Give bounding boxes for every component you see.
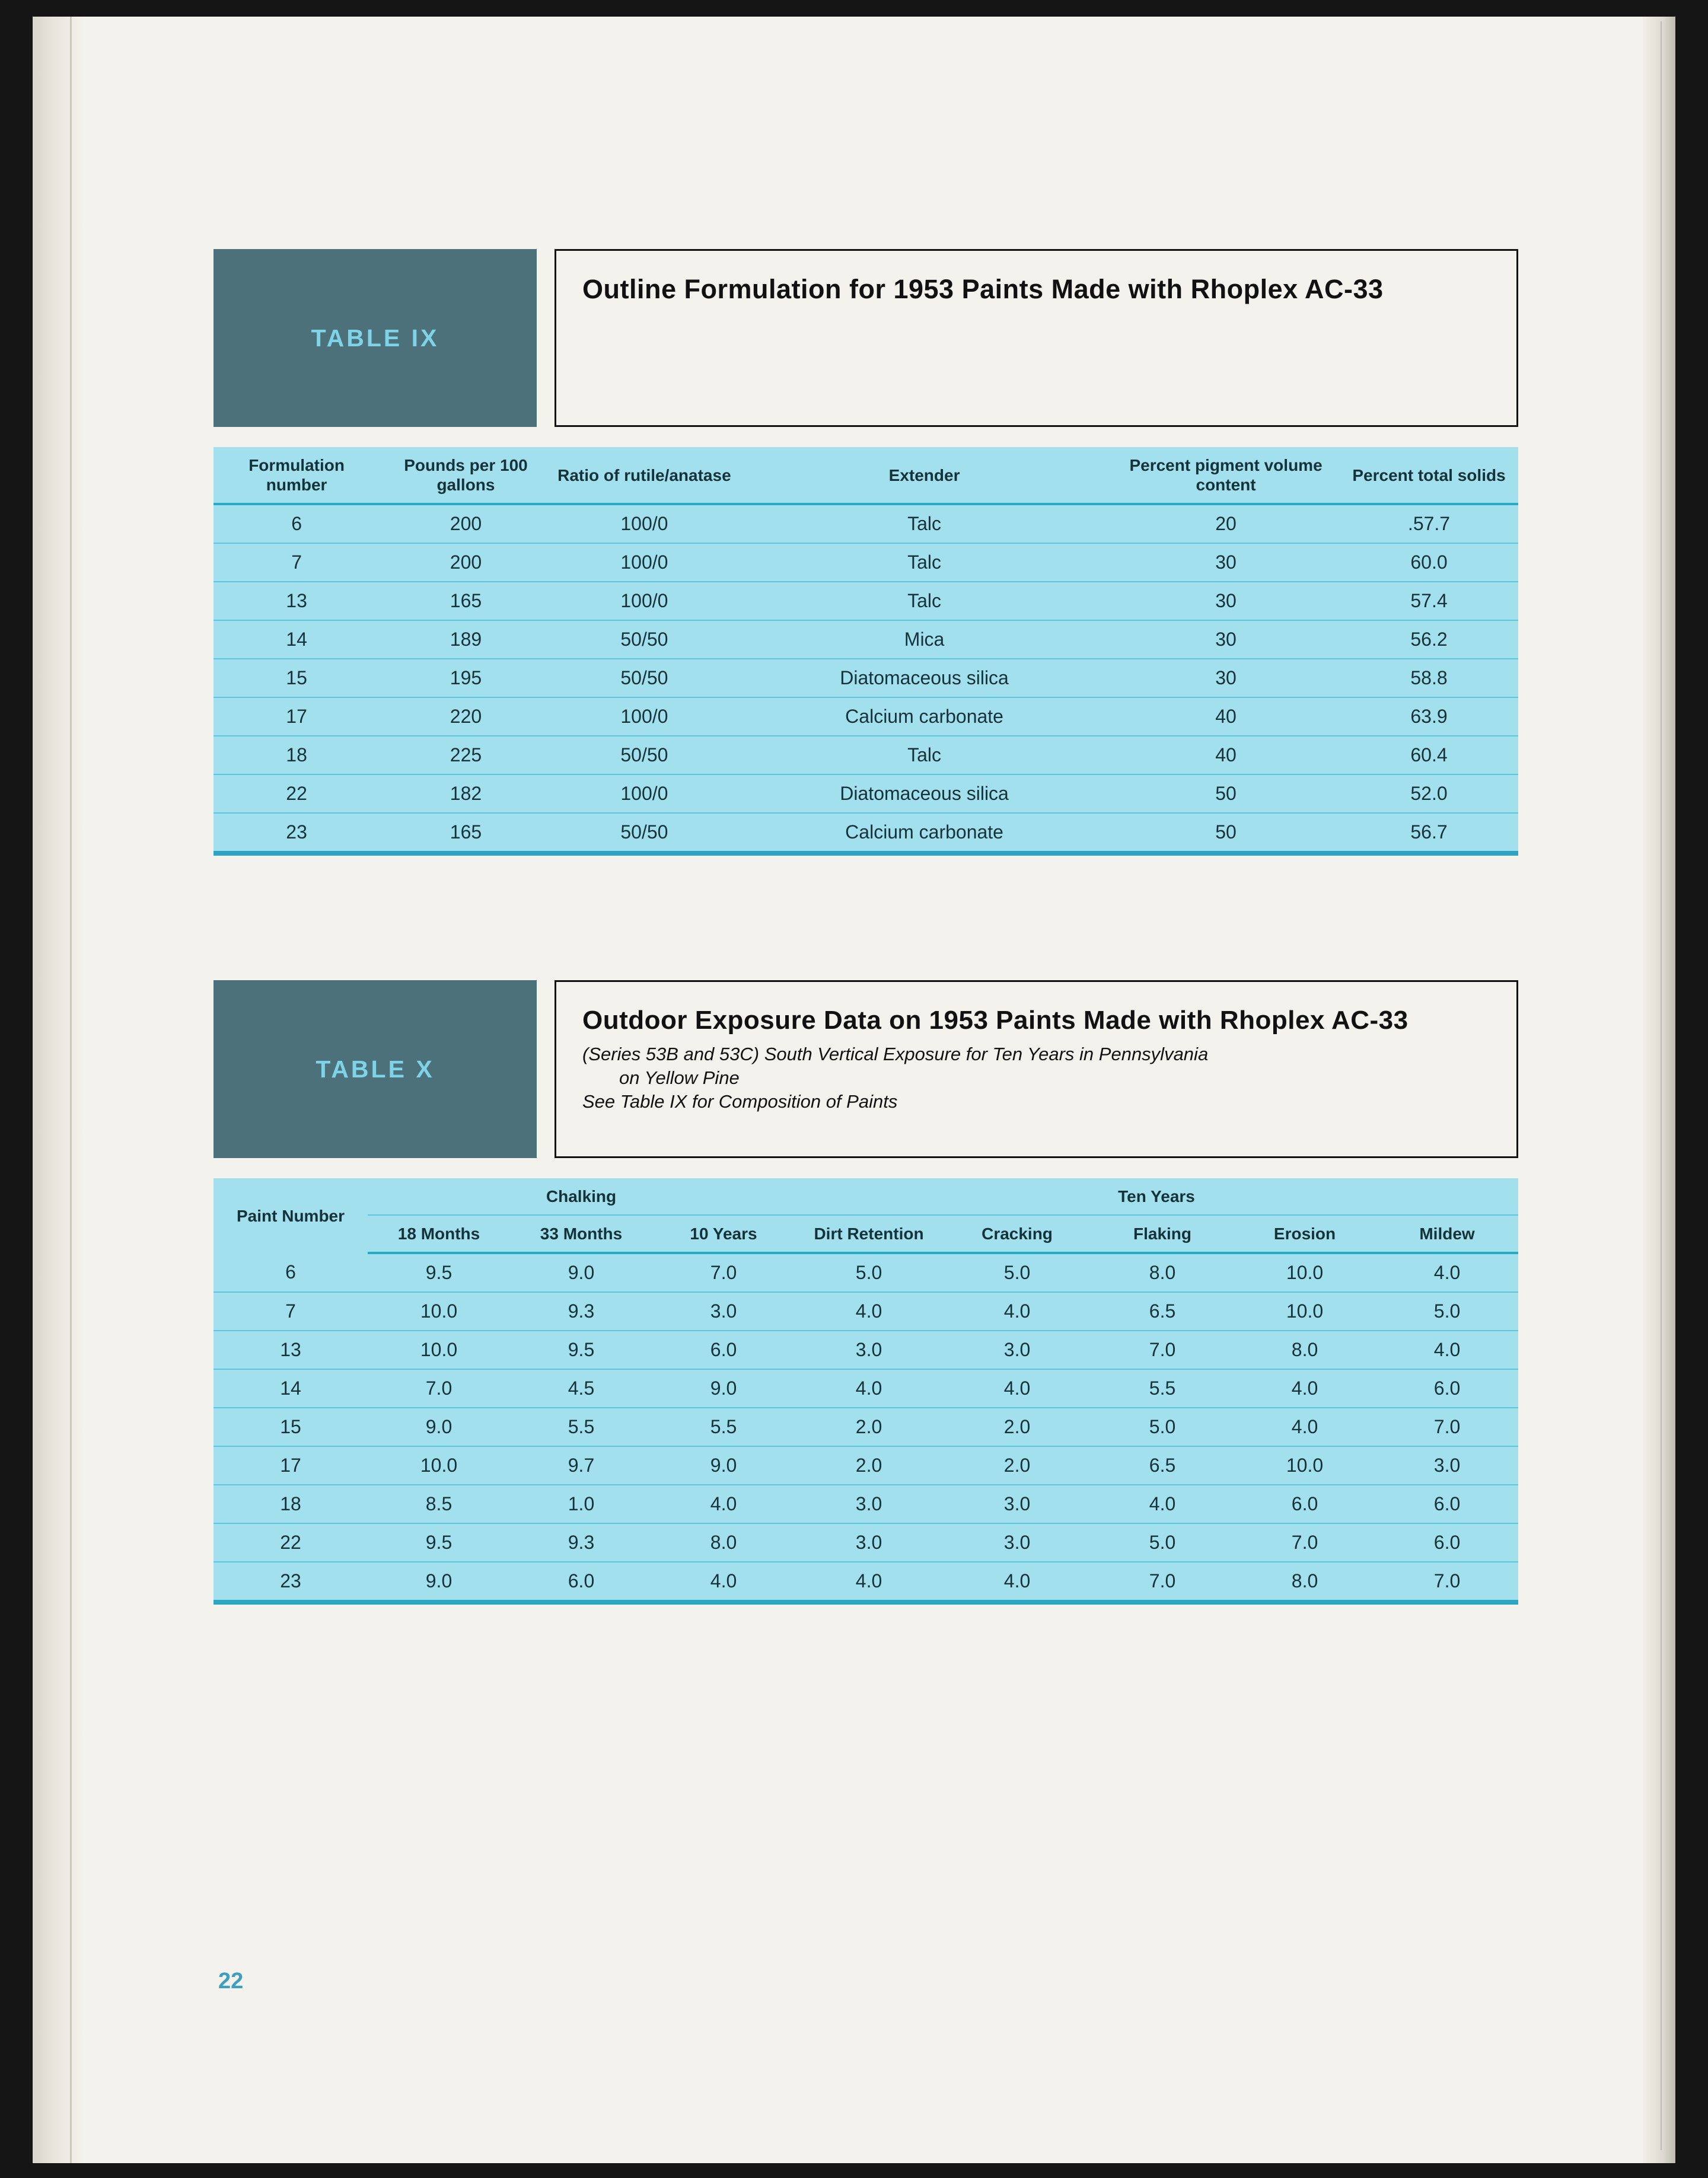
- cell-chalk-33m: 4.5: [510, 1369, 652, 1408]
- cell-ratio: 50/50: [552, 659, 737, 697]
- table-ix-col-formulation-number: Formulation number: [214, 447, 380, 504]
- cell-dirt-retention: 4.0: [795, 1292, 943, 1331]
- table-x-col-18-months: 18 Months: [368, 1215, 510, 1253]
- table-ix-tag-label: TABLE IX: [311, 324, 439, 352]
- cell-mildew: 4.0: [1376, 1331, 1518, 1369]
- cell-formulation-number: 23: [214, 813, 380, 851]
- cell-paint-number: 22: [214, 1523, 368, 1562]
- cell-formulation-number: 15: [214, 659, 380, 697]
- cell-paint-number: 18: [214, 1485, 368, 1523]
- table-x-col-mildew: Mildew: [1376, 1215, 1518, 1253]
- cell-pvc: 40: [1112, 736, 1340, 774]
- cell-chalk-33m: 9.0: [568, 1262, 595, 1284]
- table-row: [214, 620, 1518, 659]
- cell-chalk-10y: 5.5: [652, 1408, 795, 1446]
- cell-mildew: 3.0: [1376, 1446, 1518, 1485]
- cell-extender: Calcium carbonate: [737, 813, 1112, 851]
- cell-pounds: 165: [380, 813, 552, 851]
- cell-chalk-33m: 1.0: [510, 1485, 652, 1523]
- cell-erosion: 10.0: [1234, 1292, 1376, 1331]
- cell-paint-number: 15: [214, 1408, 368, 1446]
- binding-gutter: [33, 17, 85, 2163]
- table-ix-col-percent-total-solids: Percent total solids: [1340, 447, 1518, 504]
- page-content: [214, 249, 1518, 1605]
- table-ix-col-extender: Extender: [737, 447, 1112, 504]
- cell-flaking: 4.0: [1091, 1485, 1234, 1523]
- cell-mildew: 6.0: [1376, 1369, 1518, 1408]
- cell-ratio: 50/50: [552, 813, 737, 851]
- cell-flaking: 6.5: [1091, 1292, 1234, 1331]
- table-x-col-erosion: Erosion: [1234, 1215, 1376, 1253]
- cell-formulation-number: 6: [291, 513, 302, 535]
- cell-chalk-10y: 9.0: [652, 1446, 795, 1485]
- cell-extender: Talc: [737, 736, 1112, 774]
- table-row: [214, 1485, 1518, 1523]
- cell-extender: Talc: [907, 513, 942, 535]
- cell-ratio: 100/0: [552, 774, 737, 813]
- cell-pvc: 50: [1112, 774, 1340, 813]
- cell-chalk-18m: 7.0: [368, 1369, 510, 1408]
- cell-ratio: 50/50: [552, 736, 737, 774]
- table-x-subtitle-line3: See Table IX for Composition of Paints: [582, 1091, 898, 1112]
- cell-erosion: 4.0: [1234, 1408, 1376, 1446]
- cell-pvc: 30: [1112, 582, 1340, 620]
- table-row: [214, 504, 1518, 543]
- cell-cracking: 4.0: [943, 1562, 1091, 1600]
- table-x-group-header-row: [214, 1178, 1518, 1215]
- cell-pvc: 20: [1215, 513, 1237, 535]
- cell-cracking: 3.0: [943, 1523, 1091, 1562]
- table-ix-title-box: [555, 249, 1518, 427]
- cell-dirt-retention: 2.0: [795, 1446, 943, 1485]
- cell-pounds: 200: [380, 543, 552, 582]
- table-row: [214, 659, 1518, 697]
- page-edge-line: [1661, 21, 1662, 2150]
- cell-cracking: 3.0: [943, 1331, 1091, 1369]
- cell-dirt-retention: 3.0: [795, 1331, 943, 1369]
- table-x-col-cracking: Cracking: [943, 1215, 1091, 1253]
- cell-flaking: 7.0: [1091, 1562, 1234, 1600]
- cell-cracking: 4.0: [943, 1292, 1091, 1331]
- cell-chalk-10y: 7.0: [710, 1262, 737, 1284]
- cell-cracking: 5.0: [1003, 1262, 1031, 1284]
- cell-ratio: 100/0: [552, 697, 737, 736]
- cell-paint-number: 7: [214, 1292, 368, 1331]
- table-ix-header: [214, 249, 1518, 427]
- cell-extender: Calcium carbonate: [737, 697, 1112, 736]
- table-ix-body: [214, 504, 1518, 851]
- table-ix-col-percent-pigment-volume-content: Percent pigment volume content: [1112, 447, 1340, 504]
- table-ix-col-ratio-rutile-anatase: Ratio of rutile/anatase: [552, 447, 737, 504]
- cell-flaking: 7.0: [1091, 1331, 1234, 1369]
- table-x-tag-label: TABLE X: [316, 1055, 435, 1083]
- cell-formulation-number: 7: [214, 543, 380, 582]
- cell-flaking: 5.0: [1091, 1408, 1234, 1446]
- cell-chalk-18m: 10.0: [368, 1331, 510, 1369]
- table-ix-bottom-rule: [214, 851, 1518, 856]
- table-row: [214, 813, 1518, 851]
- cell-paint-number: 14: [214, 1369, 368, 1408]
- page-number: 22: [218, 1969, 244, 1994]
- table-row: [214, 1523, 1518, 1562]
- table-x-bottom-rule: [214, 1600, 1518, 1605]
- cell-total-solids: .57.7: [1407, 513, 1451, 535]
- cell-erosion: 8.0: [1234, 1562, 1376, 1600]
- cell-pounds: 220: [380, 697, 552, 736]
- cell-extender: Diatomaceous silica: [737, 659, 1112, 697]
- cell-mildew: 5.0: [1376, 1292, 1518, 1331]
- cell-dirt-retention: 3.0: [795, 1485, 943, 1523]
- cell-extender: Talc: [737, 582, 1112, 620]
- cell-formulation-number: 14: [214, 620, 380, 659]
- table-x-col-dirt-retention: Dirt Retention: [795, 1215, 943, 1253]
- cell-ratio: 50/50: [552, 620, 737, 659]
- cell-ratio: 100/0: [620, 513, 668, 535]
- table-x-tag: [214, 980, 537, 1158]
- cell-chalk-33m: 9.5: [510, 1331, 652, 1369]
- cell-dirt-retention: 4.0: [795, 1562, 943, 1600]
- cell-paint-number: 17: [214, 1446, 368, 1485]
- cell-dirt-retention: 3.0: [795, 1523, 943, 1562]
- cell-total-solids: 60.0: [1340, 543, 1518, 582]
- cell-flaking: 5.5: [1091, 1369, 1234, 1408]
- cell-chalk-18m: 9.5: [368, 1523, 510, 1562]
- cell-paint-number: 23: [214, 1562, 368, 1600]
- cell-chalk-10y: 8.0: [652, 1523, 795, 1562]
- cell-mildew: 4.0: [1433, 1262, 1461, 1284]
- cell-chalk-18m: 9.0: [368, 1562, 510, 1600]
- cell-cracking: 3.0: [943, 1485, 1091, 1523]
- cell-cracking: 4.0: [943, 1369, 1091, 1408]
- cell-paint-number: 6: [285, 1261, 296, 1283]
- cell-formulation-number: 13: [214, 582, 380, 620]
- table-row: [214, 1408, 1518, 1446]
- cell-pvc: 30: [1112, 659, 1340, 697]
- cell-extender: Mica: [737, 620, 1112, 659]
- table-x-group-chalking: Chalking: [368, 1178, 795, 1215]
- cell-total-solids: 57.4: [1340, 582, 1518, 620]
- cell-total-solids: 60.4: [1340, 736, 1518, 774]
- cell-chalk-18m: 8.5: [368, 1485, 510, 1523]
- table-row: [214, 1562, 1518, 1600]
- cell-paint-number: 13: [214, 1331, 368, 1369]
- table-x-title: Outdoor Exposure Data on 1953 Paints Made with Rhoplex AC-33: [582, 1006, 1409, 1035]
- table-row: [214, 543, 1518, 582]
- binding-gutter-line: [70, 17, 72, 2163]
- cell-mildew: 6.0: [1376, 1485, 1518, 1523]
- cell-dirt-retention: 2.0: [795, 1408, 943, 1446]
- table-row: [214, 582, 1518, 620]
- table-row: [214, 1253, 1518, 1292]
- cell-mildew: 6.0: [1376, 1523, 1518, 1562]
- table-x-col-33-months: 33 Months: [510, 1215, 652, 1253]
- cell-pvc: 30: [1112, 620, 1340, 659]
- cell-erosion: 10.0: [1286, 1262, 1324, 1284]
- cell-chalk-10y: 3.0: [652, 1292, 795, 1331]
- cell-erosion: 6.0: [1234, 1485, 1376, 1523]
- table-x-header: [214, 980, 1518, 1158]
- cell-chalk-33m: 6.0: [510, 1562, 652, 1600]
- table-row: [214, 697, 1518, 736]
- cell-formulation-number: 22: [214, 774, 380, 813]
- cell-pounds: 182: [380, 774, 552, 813]
- cell-flaking: 5.0: [1091, 1523, 1234, 1562]
- cell-chalk-33m: 9.7: [510, 1446, 652, 1485]
- cell-cracking: 2.0: [943, 1446, 1091, 1485]
- cell-dirt-retention: 4.0: [795, 1369, 943, 1408]
- cell-pvc: 40: [1112, 697, 1340, 736]
- cell-pounds: 195: [380, 659, 552, 697]
- cell-pounds: 225: [380, 736, 552, 774]
- table-ix-tag: [214, 249, 537, 427]
- cell-cracking: 2.0: [943, 1408, 1091, 1446]
- cell-flaking: 8.0: [1149, 1262, 1176, 1284]
- table-ix-title: Outline Formulation for 1953 Paints Made with Rhoplex AC-33: [582, 274, 1384, 304]
- table-ix: [214, 447, 1518, 851]
- table-ix-col-pounds-per-100-gallons: Pounds per 100 gallons: [380, 447, 552, 504]
- table-row: [214, 1446, 1518, 1485]
- cell-formulation-number: 17: [214, 697, 380, 736]
- cell-total-solids: 63.9: [1340, 697, 1518, 736]
- cell-chalk-10y: 4.0: [652, 1562, 795, 1600]
- table-x-col-paint-number: Paint Number: [214, 1178, 368, 1253]
- cell-erosion: 7.0: [1234, 1523, 1376, 1562]
- cell-pvc: 30: [1112, 543, 1340, 582]
- cell-mildew: 7.0: [1376, 1408, 1518, 1446]
- cell-total-solids: 52.0: [1340, 774, 1518, 813]
- cell-ratio: 100/0: [552, 582, 737, 620]
- table-x-group-ten-years: Ten Years: [795, 1178, 1518, 1215]
- cell-mildew: 7.0: [1376, 1562, 1518, 1600]
- cell-erosion: 4.0: [1234, 1369, 1376, 1408]
- table-row: [214, 1292, 1518, 1331]
- cell-pvc: 50: [1112, 813, 1340, 851]
- table-row: [214, 736, 1518, 774]
- cell-erosion: 10.0: [1234, 1446, 1376, 1485]
- table-row: [214, 774, 1518, 813]
- cell-pounds: 165: [380, 582, 552, 620]
- cell-chalk-33m: 9.3: [510, 1292, 652, 1331]
- cell-chalk-18m: 9.5: [425, 1262, 453, 1284]
- cell-extender: Diatomaceous silica: [737, 774, 1112, 813]
- table-x-col-flaking: Flaking: [1091, 1215, 1234, 1253]
- table-x-subtitle-line1: (Series 53B and 53C) South Vertical Exposure for Ten Years in Pennsylvania: [582, 1043, 1209, 1064]
- table-x-title-box: [555, 980, 1518, 1158]
- cell-total-solids: 56.2: [1340, 620, 1518, 659]
- cell-chalk-33m: 5.5: [510, 1408, 652, 1446]
- cell-total-solids: 58.8: [1340, 659, 1518, 697]
- table-row: [214, 1331, 1518, 1369]
- cell-chalk-18m: 10.0: [368, 1446, 510, 1485]
- table-ix-header-row: [214, 447, 1518, 504]
- cell-chalk-18m: 9.0: [368, 1408, 510, 1446]
- cell-chalk-18m: 10.0: [368, 1292, 510, 1331]
- cell-chalk-33m: 9.3: [510, 1523, 652, 1562]
- cell-flaking: 6.5: [1091, 1446, 1234, 1485]
- cell-formulation-number: 18: [214, 736, 380, 774]
- table-x: [214, 1178, 1518, 1600]
- page-edge-strip: [1643, 17, 1675, 2163]
- cell-chalk-10y: 4.0: [652, 1485, 795, 1523]
- cell-extender: Talc: [737, 543, 1112, 582]
- table-x-header-row: [214, 1215, 1518, 1253]
- cell-pounds: 200: [450, 513, 482, 535]
- table-x-col-10-years: 10 Years: [652, 1215, 795, 1253]
- table-x-subtitle: [582, 1042, 1493, 1114]
- table-x-body: [214, 1253, 1518, 1600]
- cell-dirt-retention: 5.0: [855, 1262, 882, 1284]
- cell-chalk-10y: 9.0: [652, 1369, 795, 1408]
- cell-ratio: 100/0: [552, 543, 737, 582]
- table-row: [214, 1369, 1518, 1408]
- cell-erosion: 8.0: [1234, 1331, 1376, 1369]
- cell-total-solids: 56.7: [1340, 813, 1518, 851]
- cell-chalk-10y: 6.0: [652, 1331, 795, 1369]
- table-x-subtitle-line2: on Yellow Pine: [619, 1067, 740, 1089]
- cell-pounds: 189: [380, 620, 552, 659]
